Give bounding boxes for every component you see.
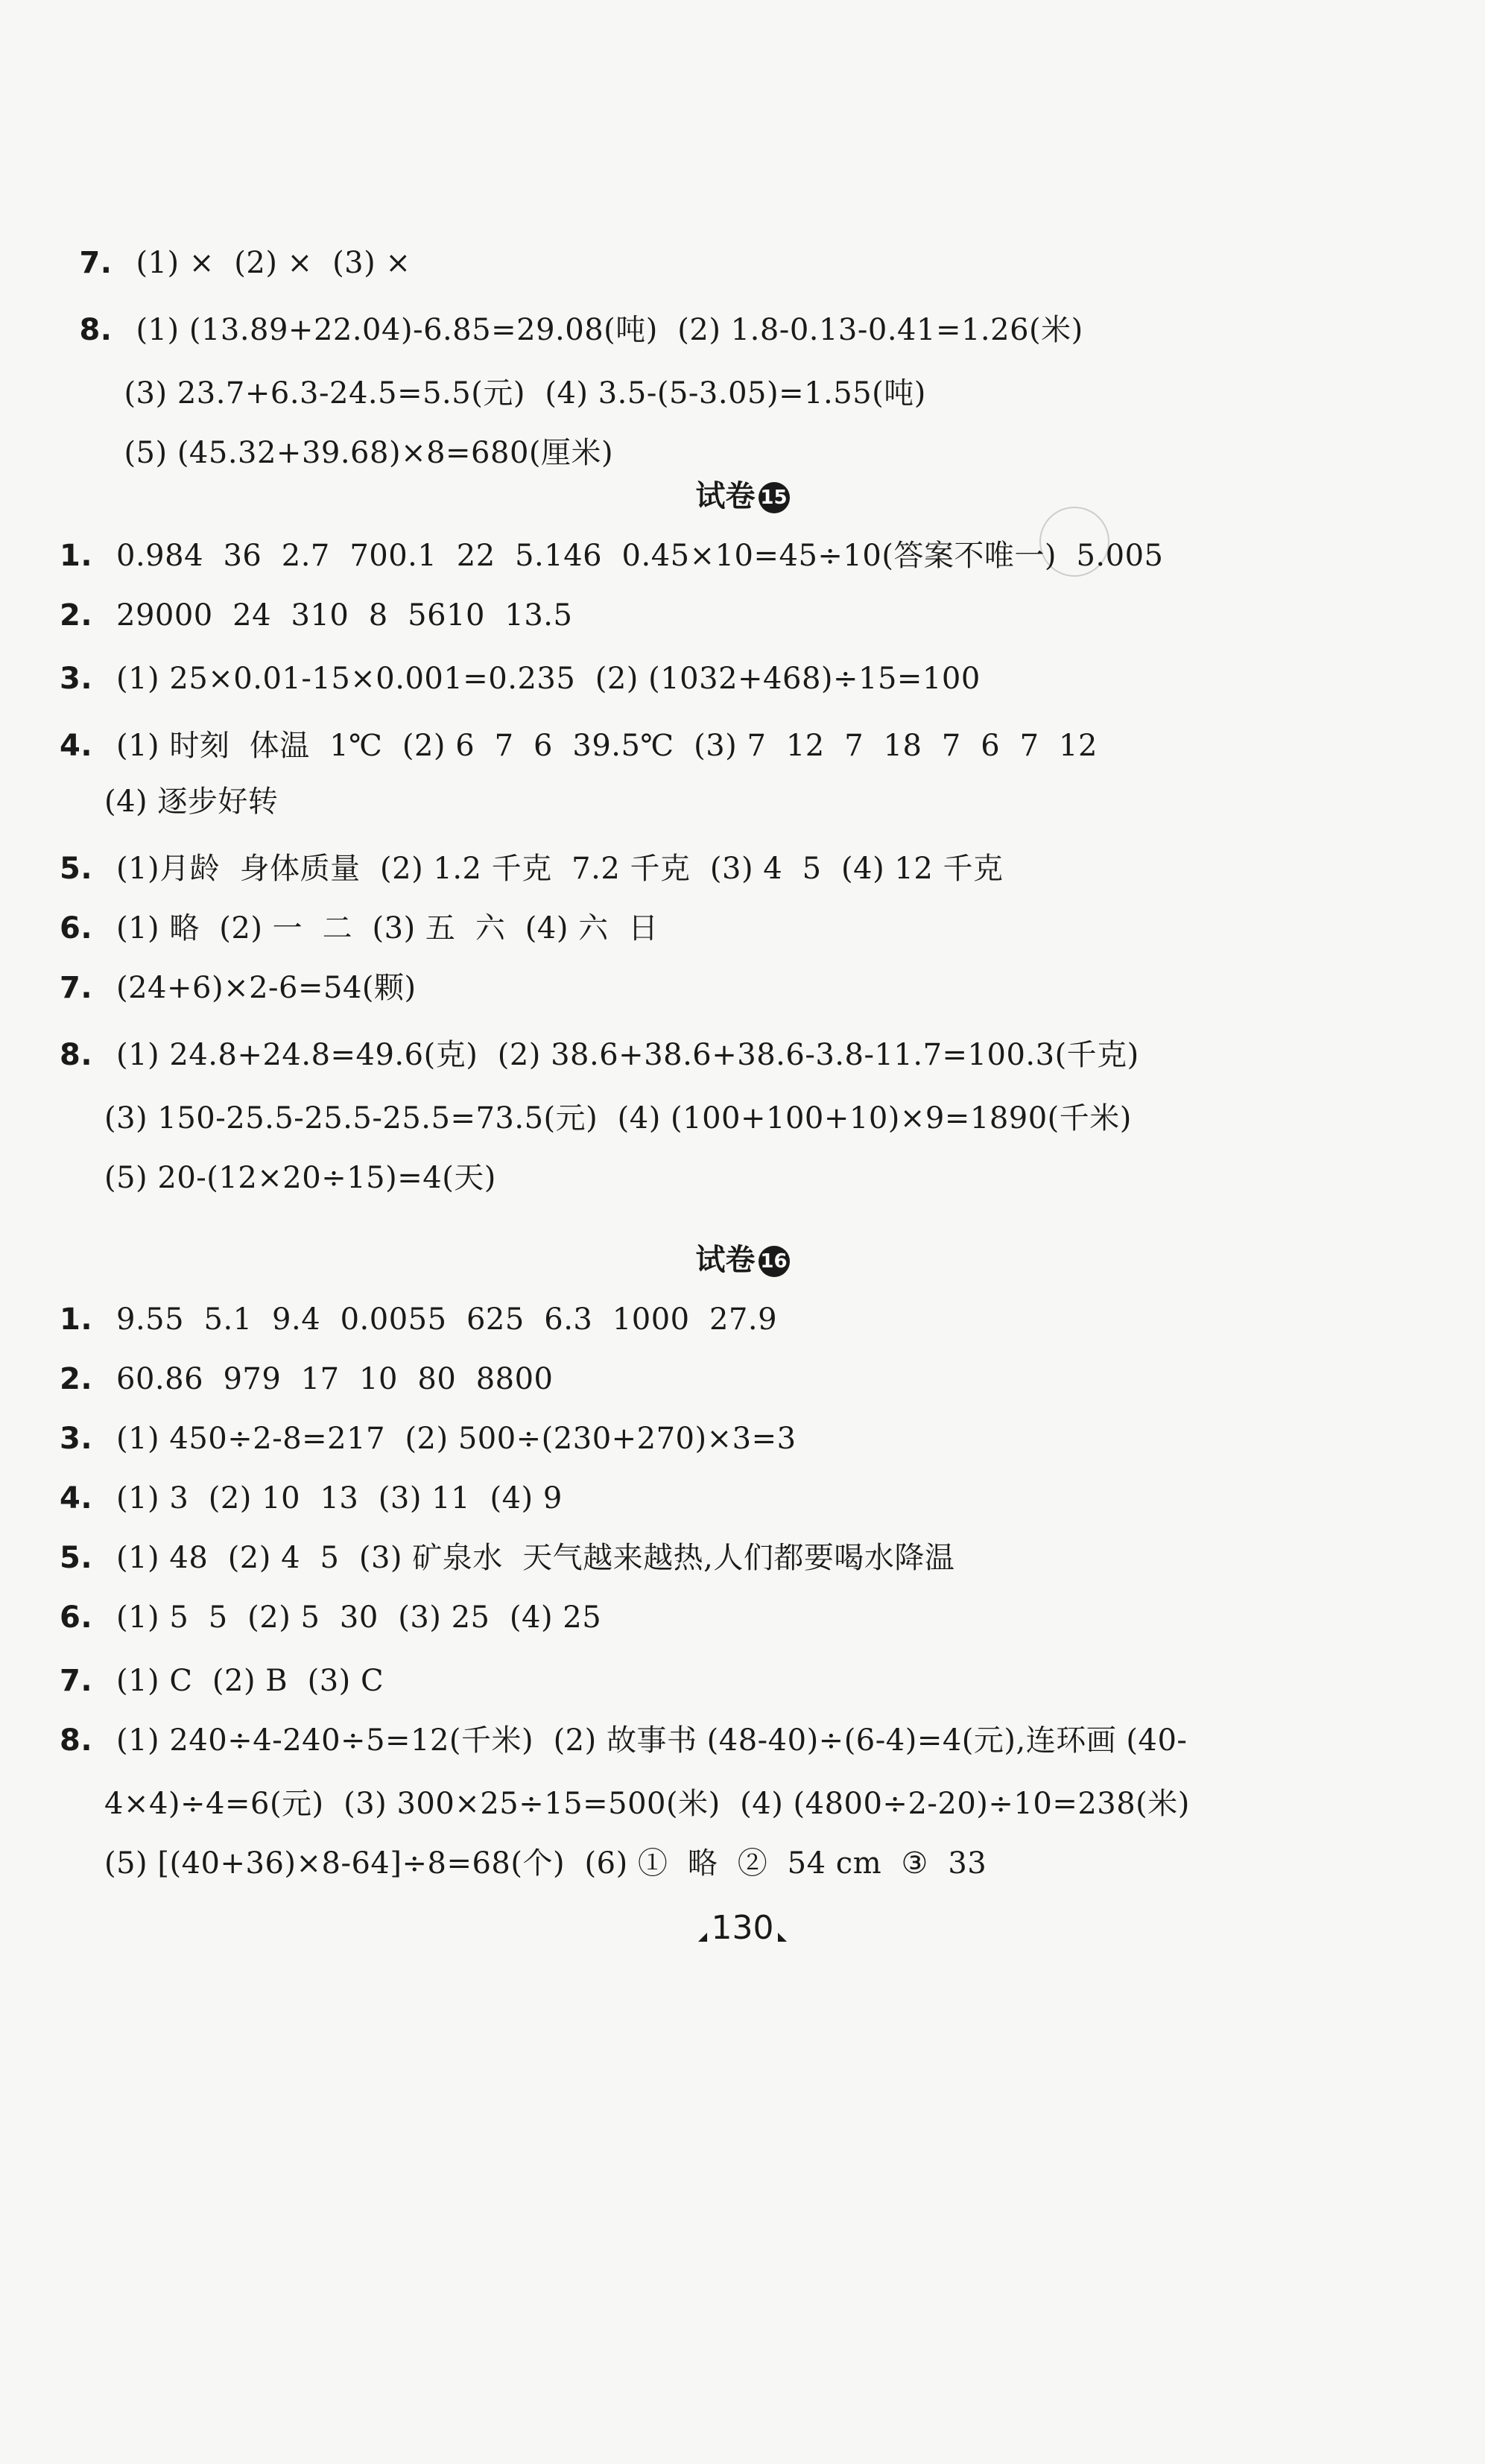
item-number: 8. <box>60 1723 93 1758</box>
answer-line <box>60 1662 384 1700</box>
answer-text: (1) × (2) × (3) × <box>136 246 411 280</box>
answer-line <box>104 1099 1132 1138</box>
section-title: 试卷 <box>695 1243 756 1277</box>
answer-text: 29000 24 310 8 5610 13.5 <box>116 598 573 633</box>
answer-line <box>60 1300 777 1339</box>
answer-line <box>60 1721 1187 1760</box>
answer-line <box>60 659 981 698</box>
answer-line <box>60 596 572 635</box>
item-number: 4. <box>60 1481 93 1516</box>
page-number-text: 130 <box>711 1909 774 1947</box>
item-number: 1. <box>60 539 93 573</box>
item-number: 6. <box>60 911 93 946</box>
answer-line <box>60 1360 554 1399</box>
right-triangle-icon <box>778 1933 787 1942</box>
item-number: 2. <box>60 1362 93 1396</box>
item-number: 1. <box>60 1302 93 1337</box>
answer-line <box>60 1539 954 1577</box>
item-number: 6. <box>60 1600 93 1635</box>
answer-text: (1) 240÷4-240÷5=12(千米) (2) 故事书 (48-40)÷(6-4)=4(元),连环画 (40- <box>116 1723 1188 1758</box>
answer-line <box>60 1598 601 1637</box>
answer-line <box>104 782 278 821</box>
answer-line <box>60 536 1163 575</box>
item-number: 4. <box>60 729 93 763</box>
page-number <box>0 1907 1485 1949</box>
answer-text: 60.86 979 17 10 80 8800 <box>116 1362 554 1396</box>
answer-line <box>60 849 1004 888</box>
answer-text: (1) 25×0.01-15×0.001=0.235 (2) (1032+468)÷15=100 <box>116 662 981 696</box>
section-title: 试卷 <box>695 479 756 513</box>
left-triangle-icon <box>698 1933 707 1942</box>
answer-line <box>104 1844 987 1883</box>
answer-text: (1)月龄 身体质量 (2) 1.2 千克 7.2 千克 (3) 4 5 (4) 12 千克 <box>116 852 1004 886</box>
item-number: 2. <box>60 598 93 633</box>
answer-text: (1) 450÷2-8=217 (2) 500÷(230+270)×3=3 <box>116 1422 797 1456</box>
answer-text: (1) C (2) B (3) C <box>116 1664 384 1698</box>
answer-text: (1) 略 (2) 一 二 (3) 五 六 (4) 六 日 <box>116 911 659 946</box>
answer-line <box>60 1479 563 1518</box>
answer-text: (1) 48 (2) 4 5 (3) 矿泉水 天气越来越热,人们都要喝水降温 <box>116 1541 955 1575</box>
answer-text: (1) 24.8+24.8=49.6(克) (2) 38.6+38.6+38.6-3.8-11.7=100.3(千克) <box>116 1038 1139 1072</box>
answer-line <box>60 205 411 282</box>
answer-text: (1) 时刻 体温 1℃ (2) 6 7 6 39.5℃ (3) 7 12 7 18 7 6 7 12 <box>116 729 1098 763</box>
answer-text: (1) (13.89+22.04)-6.85=29.08(吨) (2) 1.8-0.13-0.41=1.26(米) <box>136 313 1083 347</box>
answer-line <box>104 395 613 472</box>
answer-line <box>60 726 1098 765</box>
answer-text: 4×4)÷4=6(元) (3) 300×25÷15=500(米) (4) (4800÷2-20)÷10=238(米) <box>104 1787 1190 1821</box>
item-number: 5. <box>60 1541 93 1575</box>
item-number: 7. <box>60 1664 93 1698</box>
item-number: 5. <box>60 852 93 886</box>
section-number-badge: 16 <box>759 1246 790 1277</box>
answer-text: (3) 150-25.5-25.5-25.5=73.5(元) (4) (100+100+10)×9=1890(千米) <box>104 1101 1132 1136</box>
section-heading <box>0 477 1485 516</box>
item-number: 3. <box>60 1422 93 1456</box>
section-number-badge: 15 <box>759 482 790 513</box>
answer-line <box>60 909 659 948</box>
answer-text: (5) [(40+36)×8-64]÷8=68(个) (6) ① 略 ② 54 cm ③ 33 <box>104 1846 987 1881</box>
item-number: 8. <box>60 1038 93 1072</box>
answer-line <box>104 1159 496 1197</box>
answer-line <box>60 969 417 1007</box>
answer-line <box>104 1784 1190 1823</box>
item-number: 7. <box>79 246 113 280</box>
answer-text: 9.55 5.1 9.4 0.0055 625 6.3 1000 27.9 <box>116 1302 778 1337</box>
item-number: 7. <box>60 971 93 1005</box>
answer-text: (1) 3 (2) 10 13 (3) 11 (4) 9 <box>116 1481 563 1516</box>
answer-text: (3) 23.7+6.3-24.5=5.5(元) (4) 3.5-(5-3.05)=1.55(吨) <box>124 376 926 411</box>
answer-line <box>60 1036 1139 1074</box>
answer-text: (24+6)×2-6=54(颗) <box>116 971 417 1005</box>
answer-text: (5) 20-(12×20÷15)=4(天) <box>104 1161 496 1195</box>
section-heading <box>0 1241 1485 1279</box>
answer-text: 0.984 36 2.7 700.1 22 5.146 0.45×10=45÷10(答案不唯一) 5.005 <box>116 539 1164 573</box>
answer-line <box>60 1419 797 1458</box>
item-number: 8. <box>79 313 113 347</box>
answer-text: (4) 逐步好转 <box>104 785 279 819</box>
item-number: 3. <box>60 662 93 696</box>
answer-text: (5) (45.32+39.68)×8=680(厘米) <box>124 436 614 470</box>
answer-text: (1) 5 5 (2) 5 30 (3) 25 (4) 25 <box>116 1600 602 1635</box>
